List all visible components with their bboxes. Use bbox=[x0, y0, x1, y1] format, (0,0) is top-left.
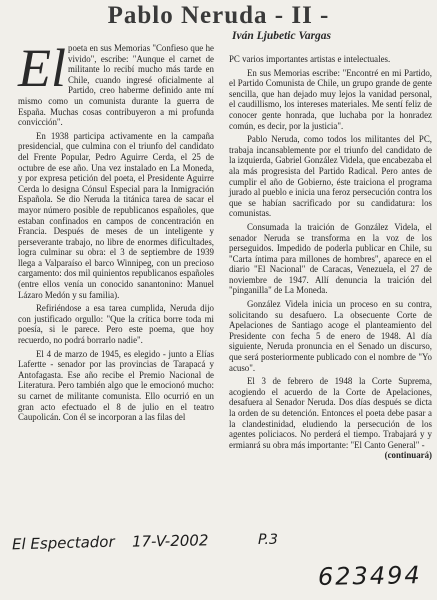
right-paragraph-5: González Videla inicia un proceso en su contra, solicitando su desafuero. La obsecuente Corte de Apelaciones de Santiago acoge el planteamiento del Presidente con fecha 5 de enero de 1948. Al día siguiente, Neruda pronuncia en el Senado un discurso, que será posteriormente publicado con el nombre de "Yo acuso". bbox=[229, 299, 432, 373]
handwritten-source: El Espectador bbox=[11, 532, 115, 554]
handwritten-date: 17-V-2002 bbox=[131, 531, 209, 551]
right-paragraph-4: Consumada la traición de González Videla, el senador Neruda se transforma en la voz de los perseguidos. Impedido de poderla publicar en Chile, su "Carta íntima para millones de hombres", aparece en el diario "El Nacional" de Caracas, Venezuela, el 27 de noviembre de 1947. Allí denuncia la traición del "pinganilla" de La Moneda. bbox=[229, 221, 432, 296]
left-paragraph-3: Refiriéndose a esa tarea cumplida, Neruda dijo con justificado orgullo: "Que la crítica borre toda mi poesía, si le parece. Pero este poema, que hoy recuerdo, no podrá borrarlo nadie". bbox=[18, 303, 214, 346]
right-paragraph-3: Pablo Neruda, como todos los militantes del PC, trabaja incansablemente por el triunfo del candidato de la izquierda, Gabriel González Videla, que encabezaba el ala más progresista del Partido Radical. Pero antes de cumplir el año de Gobierno, éste traiciona el programa jurado al pueblo e inicia una feroz persecución contra los que se habían sacrificado por su candidatura: los comunistas. bbox=[229, 134, 432, 219]
handwritten-page: P.3 bbox=[258, 532, 278, 548]
left-column bbox=[18, 38, 214, 423]
left-paragraph-4: El 4 de marzo de 1945, es elegido - junto a Elías Lafertte - senador por las provincias de Tarapacá y Antofagasta. Ese año recibe el Premio Nacional de Literatura. Pero también algo que le emocionó mucho: su carnet de militante comunista. Ello ocurrió en un gran acto efectuado el 8 de julio en el teatro Caupolicán. Con él se incorporan a las filas del bbox=[18, 348, 214, 423]
left-paragraph-1: poeta en sus Memorias "Confieso que he vivido", escribe: "Aunque el carnet de militante lo recibí mucho más tarde en Chile, cuando ingresé oficialmente al Partido, creo haberme definido ante mí mismo como un comunista durante la guerra de España. Muchas cosas contribuyeron a mi profunda convicción". bbox=[18, 43, 214, 128]
article-title: Pablo Neruda - II - bbox=[107, 2, 330, 29]
left-paragraph-2: En 1938 participa activamente en la campaña presidencial, que culmina con el triunfo del candidato del Frente Popular, Pedro Aguirre Cerda, el 25 de octubre de ese año. Una vez instalado en La Moneda, y por expresa petición del poeta, el Presidente Aguirre Cerda lo designa Cónsul Especial para la Inmigración Española. Se dio Neruda la titánica tarea de sacar el mayor número posible de republicanos españoles, que estaban confinados en campos de concentración en Francia. Después de meses de un inteligente y perseverante trabajo, no libre de enormes dificultades, logra culminar su obra: el 3 de septiembre de 1939 llega a Valparaíso el barco Winnipeg, con un precioso cargamento: dos mil quinientos republicanos españoles (entre ellos venía un conocido sanantonino: Manuel Lázaro Medón y su familia). bbox=[18, 130, 214, 300]
continued-label: (continuará) bbox=[384, 450, 432, 461]
handwritten-archive-number: 623494 bbox=[317, 561, 422, 591]
drop-cap-space bbox=[18, 38, 68, 98]
article-author: Iván Ljubetic Vargas bbox=[232, 30, 332, 42]
right-paragraph-1: PC varios importantes artistas e intelectuales. bbox=[229, 54, 391, 64]
right-paragraph-2: En sus Memorias escribe: "Encontré en mi Partido, el Partido Comunista de Chile, un grupo grande de gente sencilla, que han dejado muy lejos la vanidad personal, el caudillismo, los intereses materiales. Me sentí feliz de conocer gente honrada, que luchaba por la honradez común, es decir, por la justicia". bbox=[229, 67, 432, 131]
drop-cap: El bbox=[18, 38, 66, 98]
right-column bbox=[229, 43, 432, 461]
right-paragraph-6: El 3 de febrero de 1948 la Corte Suprema, acogiendo el acuerdo de la Corte de Apelaciones, desafuera al Senador Neruda. Dos días después se dicta la orden de su detención. Entonces el poeta debe pasar a la clandestinidad, eludiendo la persecución de los agentes policiacos. No perderá el tiempo. Trabajará y y ermianrá su obra más importante: "El Canto General" - bbox=[229, 376, 432, 450]
